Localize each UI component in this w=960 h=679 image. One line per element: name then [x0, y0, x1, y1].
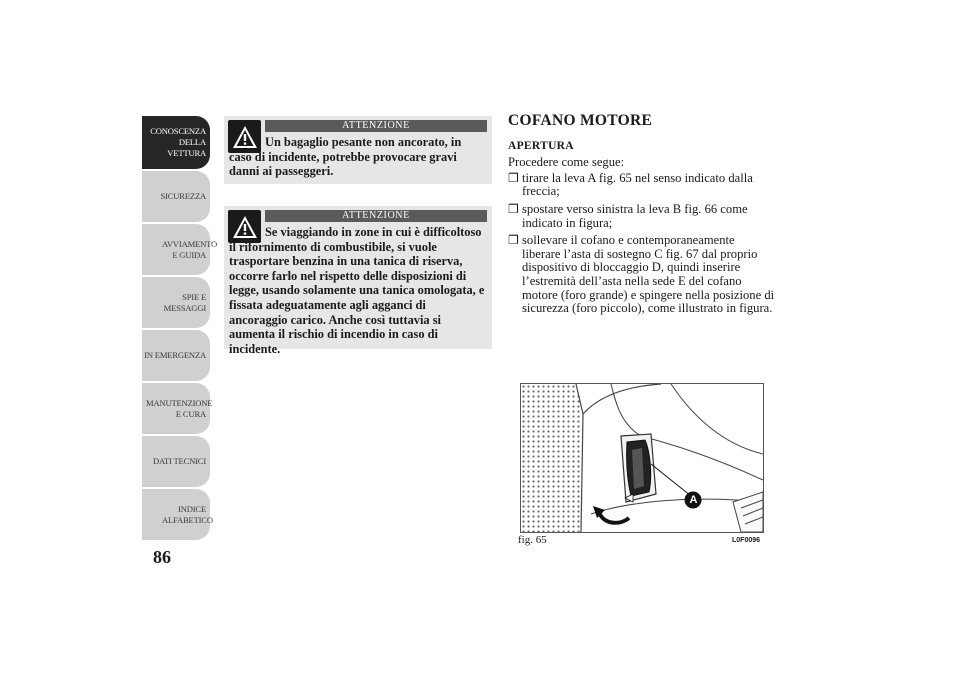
page-number: 86 — [153, 547, 171, 567]
tab-label: MANUTENZIONE E CURA — [146, 397, 213, 419]
warning-box — [224, 206, 492, 356]
warning-text: Un bagaglio pesante non ancorato, in caso di incidente, potrebbe provocare gravi danni ai passeggeri. — [229, 135, 462, 179]
content-column — [508, 112, 776, 320]
tab-label: SICUREZZA — [160, 191, 206, 201]
tab-dati-tecnici[interactable] — [142, 436, 210, 487]
tab-label: CONOSCENZA DELLA VETTURA — [150, 126, 206, 158]
tab-sicurezza[interactable] — [142, 171, 210, 222]
intro-text: Procedere come segue: — [508, 155, 625, 169]
warning-heading: ATTENZIONE — [265, 210, 487, 222]
tab-label: SPIE E MESSAGGI — [163, 291, 206, 313]
list-item — [508, 203, 776, 230]
chapter-tabs — [142, 116, 217, 542]
tab-label: AVVIAMENTO E GUIDA — [162, 238, 217, 260]
tab-manutenzione[interactable] — [142, 383, 213, 434]
section-title: COFANO MOTORE — [508, 112, 653, 129]
figure-caption: fig. 65 — [518, 534, 547, 546]
tab-emergenza[interactable] — [142, 330, 210, 381]
tab-label: DATI TECNICI — [152, 456, 206, 466]
list-item — [508, 172, 776, 199]
callout-label-a: A — [689, 494, 698, 506]
lever-illustration — [521, 384, 763, 532]
tab-avviamento[interactable] — [142, 224, 217, 275]
checkbox-bullet-icon: ❒ — [508, 233, 519, 248]
figure-code: L0F0096 — [732, 537, 761, 544]
list-item — [508, 234, 776, 316]
subsection-title: APERTURA — [508, 140, 574, 152]
list-item-text: spostare verso sinistra la leva B fig. 66 come indicato in figura; — [522, 201, 748, 230]
tab-label: IN EMERGENZA — [144, 350, 206, 360]
tab-label: INDICE ALFABETICO — [162, 503, 213, 525]
warning-text: Se viaggiando in zone in cui è difficoltoso il rifornimento di combustibile, si vuole trasportare benzina in una tanica di riserva, occorre farlo nel rispetto delle disposizioni di legge, usando solamente una tanica omologata, e fissata adeguatamente agli agganci di ancoraggio carico. Anche così tuttavia si aumenta il rischio di incendio in caso di incidente. — [229, 225, 485, 356]
tab-spie[interactable] — [142, 277, 210, 328]
figure-illustration — [520, 383, 764, 533]
list-item-text: sollevare il cofano e contemporaneamente liberare l’asta di sostegno C fig. 67 dal proprio dispositivo di bloccaggio D, quindi inserire l’estremità dell’asta nella sede E del cofano motore (foro grande) e spingere nella posizione di sicurezza (foro piccolo), come illustrato in figura. — [522, 233, 775, 316]
warning-heading: ATTENZIONE — [265, 120, 487, 132]
checkbox-bullet-icon: ❒ — [508, 201, 519, 216]
tab-conoscenza[interactable] — [142, 116, 210, 169]
warning-box — [224, 116, 492, 184]
tab-indice[interactable] — [142, 489, 213, 540]
checkbox-bullet-icon: ❒ — [508, 170, 519, 185]
list-item-text: tirare la leva A fig. 65 nel senso indicato dalla freccia; — [522, 170, 753, 199]
